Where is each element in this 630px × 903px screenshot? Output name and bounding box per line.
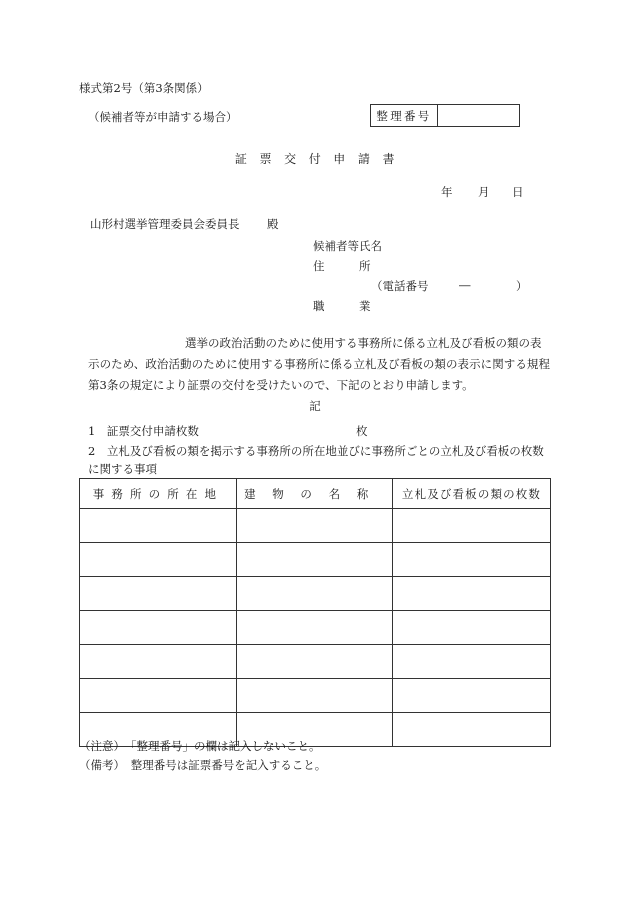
address-cell[interactable] xyxy=(80,611,237,645)
item2-text: 2 立札及び看板の類を掲示する事務所の所在地並びに事務所ごとの立札及び看板の枚数に関する事項 xyxy=(88,444,544,476)
table-row xyxy=(80,645,551,679)
facility-table xyxy=(79,478,551,747)
applicant-occupation-label: 職 業 xyxy=(313,299,371,313)
count-cell[interactable] xyxy=(393,713,551,747)
date-year: 年 xyxy=(441,185,453,199)
phone-dash: ― xyxy=(459,278,471,292)
applicant-address-label: 住 所 xyxy=(313,259,371,273)
reference-number-label: 整理番号 xyxy=(371,105,438,126)
count-cell[interactable] xyxy=(393,543,551,577)
address-cell[interactable] xyxy=(80,509,237,543)
date-day: 日 xyxy=(512,185,524,199)
count-cell[interactable] xyxy=(393,577,551,611)
table-row xyxy=(80,679,551,713)
applicant-name-label: 候補者等氏名 xyxy=(313,239,382,253)
address-cell[interactable] xyxy=(80,577,237,611)
addressee: 山形村選挙管理委員会委員長 xyxy=(90,217,240,231)
item1-unit: 枚 xyxy=(356,424,368,438)
phone-close: ） xyxy=(516,279,528,293)
address-cell[interactable] xyxy=(80,543,237,577)
count-cell[interactable] xyxy=(393,679,551,713)
table-row xyxy=(80,509,551,543)
honorific: 殿 xyxy=(267,217,279,231)
building-cell[interactable] xyxy=(237,543,393,577)
statement-line1: 選挙の政治活動のために使用する事務所に係る立札及び看板の類の表 xyxy=(185,336,542,350)
table-row xyxy=(80,611,551,645)
item1-label: 1 証票交付申請枚数 xyxy=(88,424,199,438)
case-note: （候補者等が申請する場合） xyxy=(88,110,238,124)
count-cell[interactable] xyxy=(393,509,551,543)
header-building: 建物の名称 xyxy=(237,479,393,509)
reference-number-box xyxy=(370,104,520,127)
address-cell[interactable] xyxy=(80,645,237,679)
building-cell[interactable] xyxy=(237,577,393,611)
table-row xyxy=(80,543,551,577)
header-count: 立札及び看板の類の枚数 xyxy=(393,479,551,509)
address-cell[interactable] xyxy=(80,679,237,713)
building-cell[interactable] xyxy=(237,645,393,679)
reference-number-field[interactable] xyxy=(438,105,519,126)
header-address: 事務所の所在地 xyxy=(80,479,237,509)
caution-note: （注意） 「整理番号」の欄は記入しないこと。 xyxy=(79,739,321,753)
phone-open: （電話番号 xyxy=(371,279,429,293)
application-statement xyxy=(88,333,550,396)
building-cell[interactable] xyxy=(237,679,393,713)
remark-note: （備考） 整理番号は証票番号を記入すること。 xyxy=(79,758,327,772)
statement-rest: 示のため、政治活動のために使用する事務所に係る立札及び看板の類の表示に関する規程第3条の規定により証票の交付を受けたいので、下記のとおり申請します。 xyxy=(88,357,550,392)
count-cell[interactable] xyxy=(393,611,551,645)
style-number: 様式第2号（第3条関係） xyxy=(79,81,209,95)
form-title: 証票交付申請書 xyxy=(234,152,408,166)
table-row xyxy=(80,577,551,611)
building-cell[interactable] xyxy=(237,611,393,645)
count-cell[interactable] xyxy=(393,645,551,679)
date-month: 月 xyxy=(478,185,490,199)
building-cell[interactable] xyxy=(237,509,393,543)
ki-heading: 記 xyxy=(309,399,321,413)
